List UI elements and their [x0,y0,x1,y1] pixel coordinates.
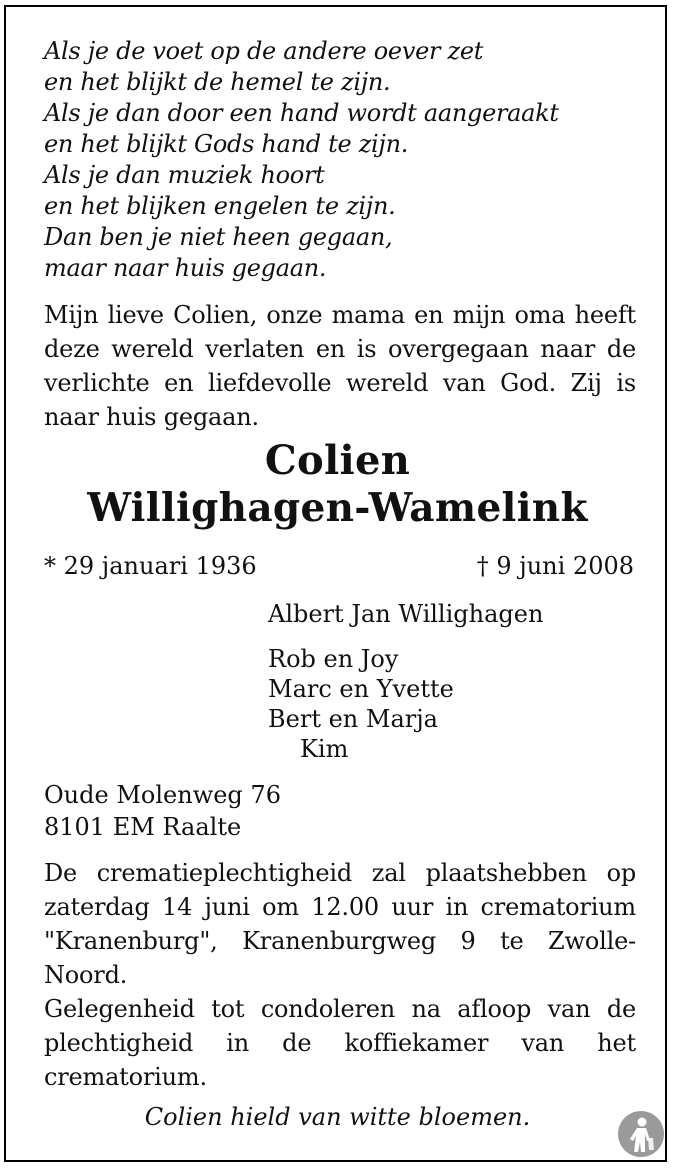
poem-line: Als je de voet op de andere oever zet [44,37,484,65]
family-list [268,644,454,764]
obituary-card [4,5,667,1162]
poem-line: en het blijkt Gods hand te zijn. [44,130,409,158]
poem-line: Dan ben je niet heen gegaan, [44,223,393,251]
address [44,779,281,843]
spouse-name: Albert Jan Willighagen [268,600,544,628]
poem-line: Als je dan muziek hoort [44,161,325,189]
cremation-paragraph: De crematieplechtigheid zal plaatshebben op zaterdag 14 juni om 12.00 uur in crematorium "Kranenburg", Kranenburgweg 9 te Zwolle-Noord. [44,859,636,989]
family-member: Rob en Joy [268,645,399,673]
poem [44,36,644,284]
grandchild: Kim [300,735,349,763]
condolence-paragraph: Gelegenheid tot condoleren na afloop van de plechtigheid in de koffiekamer van het crematorium. [44,995,636,1091]
mourning-figure-icon [617,1110,665,1158]
birth-date: * 29 januari 1936 [44,552,257,580]
poem-line: en het blijkt de hemel te zijn. [44,68,391,96]
address-street: Oude Molenweg 76 [44,781,281,809]
address-city: 8101 EM Raalte [44,813,242,841]
intro-paragraph: Mijn lieve Colien, onze mama en mijn oma heeft deze wereld verlaten en is overgegaan naar de verlichte en liefdevolle wereld van God. Zij is naar huis gegaan. [44,301,636,431]
poem-line: Als je dan door een hand wordt aangeraakt [44,99,559,127]
closing-line: Colien hield van witte bloemen. [144,1103,531,1131]
poem-line: maar naar huis gegaan. [44,254,327,282]
death-date: † 9 juni 2008 [476,552,634,580]
poem-line: en het blijken engelen te zijn. [44,192,396,220]
deceased-full-name: Willighagen-Wamelink [87,485,588,531]
deceased-first-name: Colien [264,437,411,484]
family-member: Marc en Yvette [268,675,454,703]
family-member: Bert en Marja [268,705,438,733]
